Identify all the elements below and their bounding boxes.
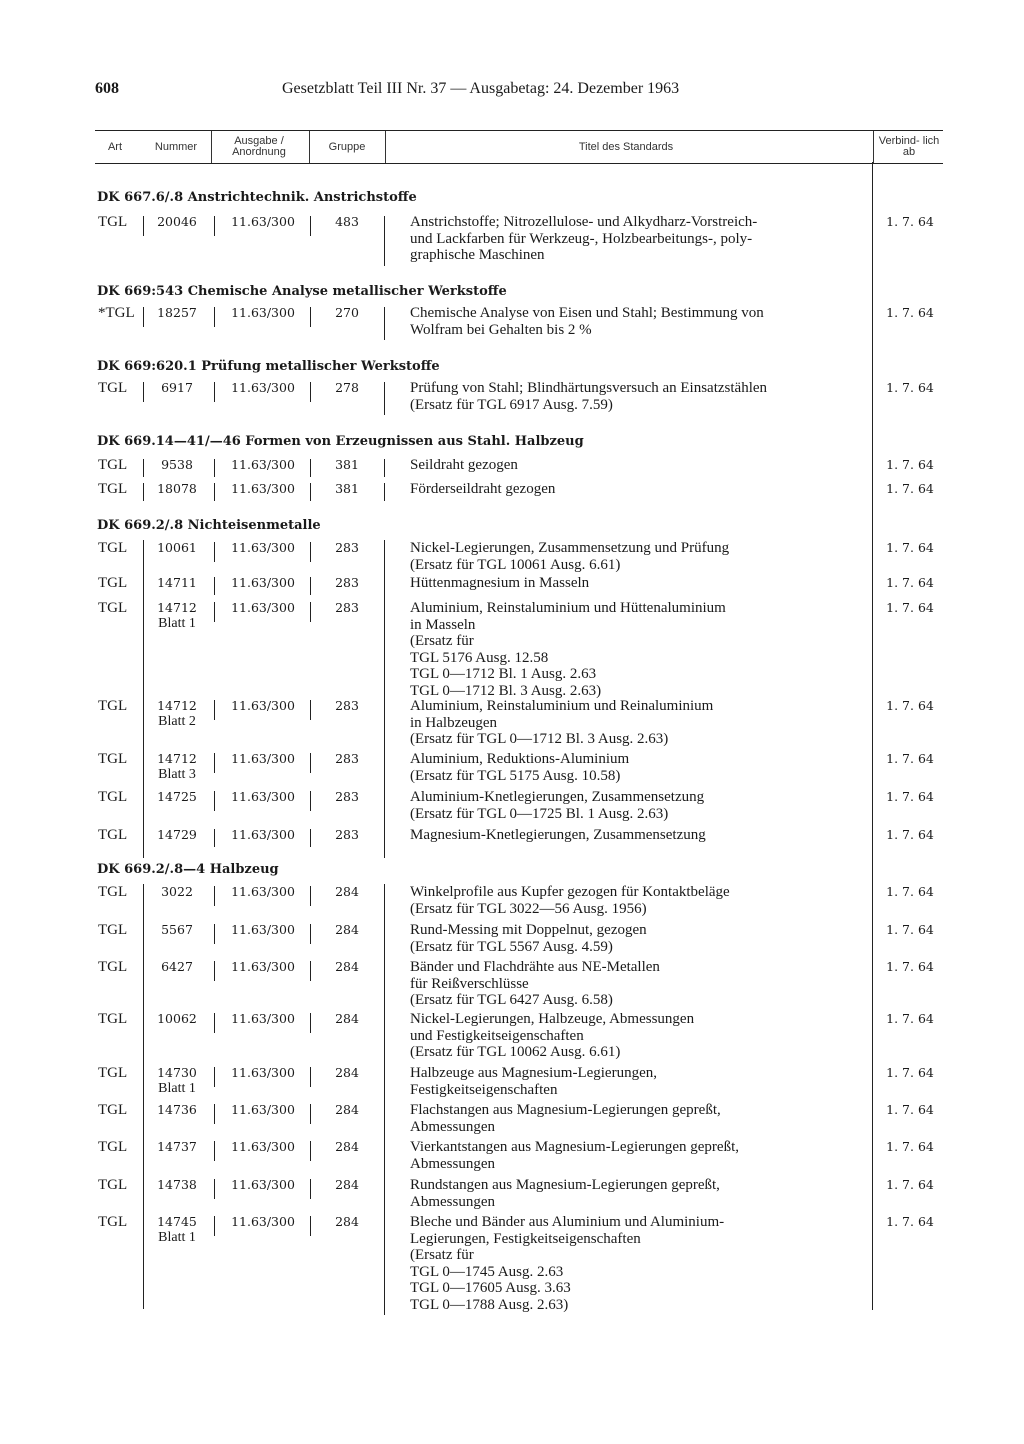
cell-nummer [146, 827, 208, 843]
section-heading: DK 667.6/.8 Anstrichtechnik. Anstrichstoffe [97, 190, 417, 205]
page-number: 608 [95, 80, 119, 97]
titel-line: (Ersatz für [410, 1247, 474, 1263]
blatt-label: Blatt 1 [158, 1230, 196, 1245]
column-separator [310, 886, 311, 906]
column-separator [310, 1067, 311, 1087]
cell-art: TGL [98, 922, 128, 938]
titel-line: Aluminium-Knetlegierungen, Zusammensetzung [410, 789, 705, 805]
cell-nummer [146, 214, 208, 230]
column-separator [310, 1216, 311, 1236]
column-separator [214, 459, 215, 477]
cell-art: TGL [98, 1102, 128, 1118]
nummer-value: 14725 [157, 789, 197, 804]
cell-nummer [146, 1214, 208, 1246]
cell-nummer [146, 457, 208, 473]
cell-art: TGL [98, 959, 128, 975]
titel-line: (Ersatz für TGL 6427 Ausg. 6.58) [410, 992, 613, 1008]
cell-gruppe: 284 [335, 1102, 359, 1117]
cell-art: TGL [98, 884, 128, 900]
column-separator [214, 542, 215, 562]
nummer-value: 18078 [157, 481, 197, 496]
nummer-value: 14729 [157, 827, 197, 842]
titel-line: TGL 0—17605 Ausg. 3.63 [410, 1280, 571, 1296]
column-rule-right [872, 162, 873, 1310]
cell-ausgabe: 11.63/300 [231, 827, 295, 842]
cell-titel [410, 305, 860, 338]
blatt-label: Blatt 1 [158, 616, 196, 631]
cell-gruppe: 284 [335, 959, 359, 974]
cell-verbindlich: 1. 7. 64 [886, 884, 934, 899]
nummer-value: 14712 [157, 751, 197, 766]
cell-nummer [146, 751, 208, 783]
cell-verbindlich: 1. 7. 64 [886, 1139, 934, 1154]
cell-gruppe: 283 [335, 600, 359, 615]
column-separator [143, 483, 144, 501]
titel-line: (Ersatz für TGL 3022—56 Ausg. 1956) [410, 900, 647, 917]
column-separator [310, 382, 311, 402]
cell-ausgabe: 11.63/300 [231, 380, 295, 395]
column-separator [310, 791, 311, 811]
cell-gruppe: 283 [335, 575, 359, 590]
column-separator [214, 382, 215, 402]
titel-line: Nickel-Legierungen, Halbzeuge, Abmessungen [410, 1011, 695, 1027]
column-separator [310, 577, 311, 595]
cell-art: TGL [98, 827, 128, 843]
cell-titel [410, 1177, 860, 1210]
cell-verbindlich: 1. 7. 64 [886, 380, 934, 395]
nummer-value: 14737 [157, 1139, 197, 1154]
titel-line: Festigkeitseigenschaften [410, 1081, 558, 1098]
column-separator [214, 700, 215, 720]
nummer-value: 6427 [161, 959, 193, 974]
titel-line: und Festigkeitseigenschaften [410, 1027, 584, 1044]
column-separator [214, 886, 215, 906]
cell-titel [410, 827, 860, 844]
titel-line: Magnesium-Knetlegierungen, Zusammensetzung [410, 827, 706, 843]
titel-line: Prüfung von Stahl; Blindhärtungsversuch an Einsatzstählen [410, 380, 768, 396]
cell-art: TGL [98, 214, 128, 230]
cell-titel [410, 698, 860, 748]
titel-line: (Ersatz für TGL 0—1725 Bl. 1 Ausg. 2.63) [410, 805, 669, 822]
column-separator [384, 307, 385, 340]
column-header-gruppe: Gruppe [309, 131, 384, 163]
cell-gruppe: 381 [335, 481, 359, 496]
section-heading: DK 669:620.1 Prüfung metallischer Werkstoffe [97, 359, 440, 374]
titel-line: Nickel-Legierungen, Zusammensetzung und Prüfung [410, 540, 730, 556]
nummer-value: 14730 [157, 1065, 197, 1080]
titel-line: TGL 0—1788 Ausg. 2.63) [410, 1296, 569, 1313]
page-title: Gesetzblatt Teil III Nr. 37 — Ausgabetag: 24. Dezember 1963 [282, 80, 680, 97]
column-separator [310, 483, 311, 501]
column-separator [214, 829, 215, 847]
nummer-value: 14711 [157, 575, 197, 590]
cell-nummer [146, 1139, 208, 1155]
cell-nummer [146, 1177, 208, 1193]
cell-nummer [146, 305, 208, 321]
column-header-titel: Titel des Standards [385, 131, 866, 163]
titel-line: Anstrichstoffe; Nitrozellulose- und Alkydharz-Vorstreich- [410, 214, 758, 230]
cell-ausgabe: 11.63/300 [231, 922, 295, 937]
cell-art: TGL [98, 540, 128, 556]
cell-gruppe: 278 [335, 380, 359, 395]
cell-verbindlich: 1. 7. 64 [886, 575, 934, 590]
cell-verbindlich: 1. 7. 64 [886, 214, 934, 229]
cell-gruppe: 284 [335, 1177, 359, 1192]
cell-art: TGL [98, 751, 128, 767]
titel-line: Bleche und Bänder aus Aluminium und Aluminium- [410, 1214, 725, 1230]
column-separator [310, 602, 311, 622]
cell-gruppe: 381 [335, 457, 359, 472]
nummer-value: 18257 [157, 305, 197, 320]
cell-art: TGL [98, 457, 128, 473]
titel-line: Rundstangen aus Magnesium-Legierungen gepreßt, [410, 1177, 720, 1193]
page-header [95, 80, 943, 104]
cell-ausgabe: 11.63/300 [231, 1011, 295, 1026]
column-header-ausgabe: Ausgabe / Anordnung [211, 131, 306, 163]
column-separator [310, 1013, 311, 1033]
titel-line: (Ersatz für TGL 6917 Ausg. 7.59) [410, 396, 613, 413]
cell-titel [410, 1214, 860, 1313]
titel-line: TGL 5176 Ausg. 12.58 [410, 649, 549, 666]
cell-ausgabe: 11.63/300 [231, 575, 295, 590]
nummer-value: 14738 [157, 1177, 197, 1192]
cell-ausgabe: 11.63/300 [231, 481, 295, 496]
column-separator [214, 1067, 215, 1087]
cell-gruppe: 283 [335, 751, 359, 766]
column-header-verbindlich: Verbind- lich ab [873, 131, 944, 163]
section-heading: DK 669.14—41/—46 Formen von Erzeugnissen aus Stahl. Halbzeug [97, 434, 584, 449]
column-separator [310, 216, 311, 236]
titel-line: Abmessungen [410, 1193, 495, 1210]
cell-nummer [146, 698, 208, 730]
cell-gruppe: 283 [335, 789, 359, 804]
column-header-row [95, 130, 943, 164]
cell-gruppe: 284 [335, 1214, 359, 1229]
titel-line: (Ersatz für TGL 10061 Ausg. 6.61) [410, 556, 621, 573]
cell-titel [410, 959, 860, 1009]
cell-titel [410, 214, 860, 264]
cell-art: TGL [98, 1214, 128, 1230]
cell-verbindlich: 1. 7. 64 [886, 1214, 934, 1229]
column-separator [214, 577, 215, 595]
nummer-value: 3022 [161, 884, 193, 899]
column-header-nummer: Nummer [154, 140, 198, 153]
cell-nummer [146, 575, 208, 591]
cell-gruppe: 483 [335, 214, 359, 229]
column-separator [310, 542, 311, 562]
titel-line: Förderseildraht gezogen [410, 481, 556, 497]
column-separator [310, 961, 311, 981]
column-header-art: Art [107, 140, 123, 153]
titel-line: Bänder und Flachdrähte aus NE-Metallen [410, 959, 660, 975]
cell-titel [410, 540, 860, 573]
column-separator [214, 216, 215, 236]
cell-verbindlich: 1. 7. 64 [886, 1102, 934, 1117]
cell-titel [410, 751, 860, 784]
cell-titel [410, 922, 860, 955]
nummer-value: 5567 [161, 922, 193, 937]
blatt-label: Blatt 1 [158, 1081, 196, 1096]
nummer-value: 14745 [157, 1214, 197, 1229]
cell-titel [410, 600, 860, 699]
cell-ausgabe: 11.63/300 [231, 1065, 295, 1080]
section-heading: DK 669:543 Chemische Analyse metallischer Werkstoffe [97, 284, 507, 299]
column-separator [214, 1216, 215, 1236]
cell-verbindlich: 1. 7. 64 [886, 540, 934, 555]
cell-verbindlich: 1. 7. 64 [886, 959, 934, 974]
column-separator [143, 540, 144, 858]
cell-titel [410, 884, 860, 917]
titel-line: Hüttenmagnesium in Masseln [410, 575, 590, 591]
column-separator [214, 1179, 215, 1199]
column-separator [214, 924, 215, 944]
column-separator [143, 216, 144, 236]
titel-line: (Ersatz für TGL 5567 Ausg. 4.59) [410, 938, 613, 955]
column-separator [214, 307, 215, 327]
cell-art: TGL [98, 1139, 128, 1155]
cell-verbindlich: 1. 7. 64 [886, 1011, 934, 1026]
column-separator [384, 540, 385, 858]
titel-line: und Lackfarben für Werkzeug-, Holzbearbeitungs-, poly- [410, 230, 753, 247]
cell-nummer [146, 1011, 208, 1027]
cell-titel [410, 789, 860, 822]
titel-line: Flachstangen aus Magnesium-Legierungen gepreßt, [410, 1102, 721, 1118]
cell-ausgabe: 11.63/300 [231, 600, 295, 615]
cell-verbindlich: 1. 7. 64 [886, 789, 934, 804]
titel-line: Aluminium, Reinstaluminium und Reinaluminium [410, 698, 714, 714]
cell-titel [410, 457, 860, 474]
cell-art: TGL [98, 380, 128, 396]
cell-ausgabe: 11.63/300 [231, 1177, 295, 1192]
cell-verbindlich: 1. 7. 64 [886, 1177, 934, 1192]
column-separator [310, 1179, 311, 1199]
titel-line: Winkelprofile aus Kupfer gezogen für Kontaktbeläge [410, 884, 730, 900]
nummer-value: 10062 [157, 1011, 197, 1026]
titel-line: Abmessungen [410, 1118, 495, 1135]
nummer-value: 14712 [157, 600, 197, 615]
cell-ausgabe: 11.63/300 [231, 1214, 295, 1229]
column-separator [214, 483, 215, 501]
cell-ausgabe: 11.63/300 [231, 1102, 295, 1117]
column-separator [310, 924, 311, 944]
nummer-value: 9538 [161, 457, 193, 472]
titel-line: für Reißverschlüsse [410, 975, 529, 992]
cell-verbindlich: 1. 7. 64 [886, 481, 934, 496]
column-separator [143, 307, 144, 327]
cell-titel [410, 1011, 860, 1061]
cell-nummer [146, 380, 208, 396]
cell-titel [410, 380, 860, 413]
titel-line: Abmessungen [410, 1155, 495, 1172]
cell-verbindlich: 1. 7. 64 [886, 751, 934, 766]
nummer-value: 10061 [157, 540, 197, 555]
cell-nummer [146, 540, 208, 556]
titel-line: (Ersatz für TGL 5175 Ausg. 10.58) [410, 767, 621, 784]
cell-gruppe: 283 [335, 540, 359, 555]
titel-line: (Ersatz für TGL 10062 Ausg. 6.61) [410, 1044, 621, 1060]
cell-ausgabe: 11.63/300 [231, 457, 295, 472]
cell-titel [410, 1065, 860, 1098]
titel-line: Aluminium, Reinstaluminium und Hüttenaluminium [410, 600, 726, 616]
column-separator [143, 382, 144, 402]
cell-verbindlich: 1. 7. 64 [886, 457, 934, 472]
section-heading: DK 669.2/.8—4 Halbzeug [97, 862, 279, 877]
cell-verbindlich: 1. 7. 64 [886, 827, 934, 842]
cell-nummer [146, 789, 208, 805]
titel-line: Halbzeuge aus Magnesium-Legierungen, [410, 1065, 657, 1081]
nummer-value: 14712 [157, 698, 197, 713]
titel-line: TGL 0—1712 Bl. 1 Ausg. 2.63 [410, 666, 597, 682]
column-separator [310, 753, 311, 773]
column-separator [214, 1141, 215, 1161]
cell-art: TGL [98, 789, 128, 805]
column-separator [310, 1141, 311, 1161]
cell-nummer [146, 600, 208, 632]
cell-ausgabe: 11.63/300 [231, 214, 295, 229]
cell-gruppe: 283 [335, 827, 359, 842]
column-separator [310, 1104, 311, 1124]
section-heading: DK 669.2/.8 Nichteisenmetalle [97, 518, 321, 533]
cell-nummer [146, 922, 208, 938]
cell-gruppe: 284 [335, 1139, 359, 1154]
cell-ausgabe: 11.63/300 [231, 305, 295, 320]
titel-line: Seildraht gezogen [410, 457, 518, 473]
cell-titel [410, 1139, 860, 1172]
nummer-value: 6917 [161, 380, 193, 395]
cell-nummer [146, 481, 208, 497]
column-separator [384, 884, 385, 1309]
titel-line: Aluminium, Reduktions-Aluminium [410, 751, 630, 767]
cell-verbindlich: 1. 7. 64 [886, 922, 934, 937]
cell-gruppe: 270 [335, 305, 359, 320]
cell-art: TGL [98, 481, 128, 497]
cell-art: TGL [98, 1065, 128, 1081]
titel-line: TGL 0—1712 Bl. 3 Ausg. 2.63) [410, 682, 602, 699]
column-separator [310, 459, 311, 477]
cell-gruppe: 283 [335, 698, 359, 713]
nummer-value: 20046 [157, 214, 197, 229]
column-separator [310, 829, 311, 847]
cell-ausgabe: 11.63/300 [231, 1139, 295, 1154]
titel-line: Legierungen, Festigkeitseigenschaften [410, 1230, 641, 1247]
cell-nummer [146, 884, 208, 900]
cell-nummer [146, 1102, 208, 1118]
nummer-value: 14736 [157, 1102, 197, 1117]
titel-line: in Halbzeugen [410, 714, 498, 731]
cell-art: *TGL [98, 305, 135, 321]
cell-gruppe: 284 [335, 1011, 359, 1026]
cell-ausgabe: 11.63/300 [231, 789, 295, 804]
titel-line: (Ersatz für TGL 0—1712 Bl. 3 Ausg. 2.63) [410, 731, 669, 747]
column-separator [214, 961, 215, 981]
cell-titel [410, 575, 860, 592]
cell-art: TGL [98, 698, 128, 714]
blatt-label: Blatt 2 [158, 714, 196, 729]
cell-titel [410, 481, 860, 498]
cell-ausgabe: 11.63/300 [231, 698, 295, 713]
cell-gruppe: 284 [335, 884, 359, 899]
titel-line: in Masseln [410, 616, 476, 633]
column-separator [384, 459, 385, 477]
cell-gruppe: 284 [335, 1065, 359, 1080]
titel-line: Rund-Messing mit Doppelnut, gezogen [410, 922, 647, 938]
column-separator [214, 1013, 215, 1033]
column-separator [384, 382, 385, 415]
titel-line: (Ersatz für [410, 633, 474, 649]
column-separator [214, 1104, 215, 1124]
cell-ausgabe: 11.63/300 [231, 884, 295, 899]
titel-line: Chemische Analyse von Eisen und Stahl; Bestimmung von [410, 305, 764, 321]
titel-line: TGL 0—1745 Ausg. 2.63 [410, 1263, 564, 1280]
column-separator [214, 753, 215, 773]
titel-line: graphische Maschinen [410, 247, 545, 263]
cell-art: TGL [98, 600, 128, 616]
cell-ausgabe: 11.63/300 [231, 959, 295, 974]
cell-gruppe: 284 [335, 922, 359, 937]
column-separator [214, 791, 215, 811]
cell-verbindlich: 1. 7. 64 [886, 305, 934, 320]
column-separator [310, 307, 311, 327]
cell-ausgabe: 11.63/300 [231, 540, 295, 555]
blatt-label: Blatt 3 [158, 767, 196, 782]
cell-verbindlich: 1. 7. 64 [886, 698, 934, 713]
column-separator [143, 884, 144, 1309]
column-separator [143, 459, 144, 477]
cell-nummer [146, 1065, 208, 1097]
column-separator [214, 602, 215, 622]
column-separator [384, 216, 385, 266]
cell-art: TGL [98, 1011, 128, 1027]
cell-art: TGL [98, 575, 128, 591]
cell-art: TGL [98, 1177, 128, 1193]
titel-line: Wolfram bei Gehalten bis 2 % [410, 321, 592, 338]
titel-line: Vierkantstangen aus Magnesium-Legierungen gepreßt, [410, 1139, 739, 1155]
cell-verbindlich: 1. 7. 64 [886, 1065, 934, 1080]
cell-verbindlich: 1. 7. 64 [886, 600, 934, 615]
cell-nummer [146, 959, 208, 975]
column-separator [310, 700, 311, 720]
column-separator [384, 483, 385, 501]
cell-titel [410, 1102, 860, 1135]
cell-ausgabe: 11.63/300 [231, 751, 295, 766]
